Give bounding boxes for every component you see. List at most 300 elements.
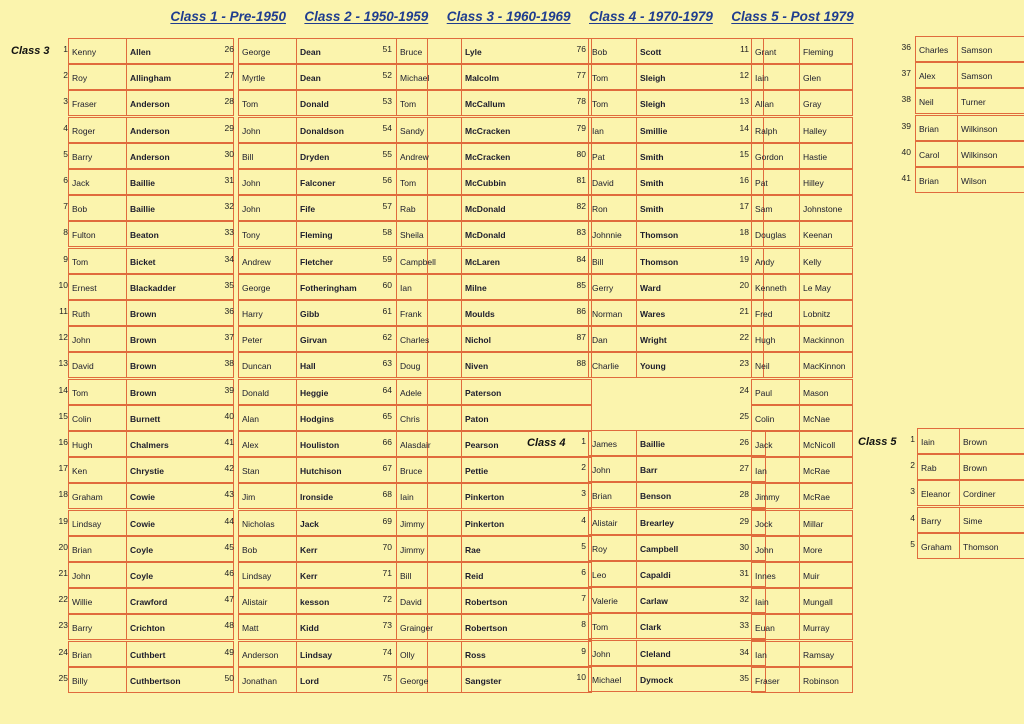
table-row	[574, 195, 764, 221]
row-number: 45	[224, 541, 234, 552]
table-row	[737, 248, 853, 274]
first-name-cell: Ernest	[68, 274, 126, 300]
surname-cell: Robinson	[799, 667, 853, 693]
first-name-cell: Dan	[588, 326, 636, 352]
surname-cell: Milne	[461, 274, 592, 300]
first-name-cell: Lindsay	[238, 562, 296, 588]
row-number: 10	[58, 279, 68, 290]
surname-cell: Heggie	[296, 379, 428, 405]
surname-cell: Thomson	[636, 221, 764, 247]
surname-cell: Jack	[296, 510, 428, 536]
table-row	[56, 405, 234, 431]
row-number: 6	[63, 175, 68, 185]
row-number: 39	[901, 120, 911, 131]
first-name-cell: Grant	[751, 38, 799, 64]
surname-cell: Clark	[636, 613, 766, 639]
surname-cell: Hodgins	[296, 405, 428, 431]
table-row	[56, 274, 234, 300]
first-name-cell: Neil	[751, 352, 799, 378]
first-name-cell: Adele	[396, 379, 461, 405]
first-name-cell: David	[396, 588, 461, 614]
first-name-cell: David	[588, 169, 636, 195]
table-row	[56, 510, 234, 536]
table-row	[380, 510, 592, 536]
row-number: 39	[224, 384, 234, 395]
surname-cell: Samson	[957, 36, 1024, 62]
first-name-cell: Jimmy	[396, 510, 461, 536]
row-number: 17	[739, 201, 749, 212]
first-name-cell: Nicholas	[238, 510, 296, 536]
first-name-cell: Rab	[396, 195, 461, 221]
first-name-cell: Duncan	[238, 352, 296, 378]
first-name-cell: John	[751, 536, 799, 562]
row-number: 26	[739, 437, 749, 447]
row-number: 72	[382, 594, 392, 605]
surname-cell: Smith	[636, 195, 764, 221]
surname-cell: Falconer	[296, 169, 428, 195]
row-number: 78	[576, 96, 586, 107]
first-name-cell: Fraser	[751, 667, 799, 693]
first-name-cell: Roger	[68, 117, 126, 143]
row-number: 75	[382, 672, 392, 683]
surname-cell: kesson	[296, 588, 428, 614]
row-number: 26	[224, 44, 234, 54]
surname-cell: Scott	[636, 38, 764, 64]
first-name-cell: Valerie	[588, 587, 636, 613]
first-name-cell: Sheila	[396, 221, 461, 247]
surname-cell: Brearley	[636, 509, 766, 535]
row-number: 41	[224, 437, 234, 447]
first-name-cell: Ralph	[751, 117, 799, 143]
row-number: 84	[576, 253, 586, 264]
table-row	[56, 457, 234, 483]
row-number: 11	[740, 44, 749, 54]
row-number: 66	[382, 437, 392, 447]
row-number: 8	[581, 619, 586, 630]
row-number: 32	[224, 201, 234, 212]
table-row	[56, 431, 234, 457]
first-name-cell: Jimmy	[751, 483, 799, 509]
header-class1: Class 1 - Pre-1950	[170, 9, 286, 24]
surname-cell: Lyle	[461, 38, 592, 64]
first-name-cell: Michael	[588, 666, 636, 692]
row-number: 13	[739, 96, 749, 107]
first-name-cell: Colin	[751, 405, 799, 431]
surname-cell: Wilson	[957, 167, 1024, 193]
first-name-cell: Jonathan	[238, 667, 296, 693]
row-number: 69	[382, 515, 392, 526]
row-number: 14	[739, 122, 749, 133]
header-class2: Class 2 - 1950-1959	[304, 9, 429, 24]
row-number: 10	[576, 671, 586, 682]
row-number: 23	[739, 358, 749, 369]
surname-cell: Halley	[799, 117, 853, 143]
surname-cell: Dymock	[636, 666, 766, 692]
table-row	[903, 533, 1024, 559]
table-row	[899, 115, 1024, 141]
surname-cell: Sleigh	[636, 90, 764, 116]
table-row	[56, 379, 234, 405]
surname-cell: Fletcher	[296, 248, 428, 274]
surname-cell: Donald	[296, 90, 428, 116]
surname-cell: Paton	[461, 405, 592, 431]
surname-cell: Ramsay	[799, 641, 853, 667]
section-label-class4: Class 4	[527, 437, 566, 449]
first-name-cell: Sam	[751, 195, 799, 221]
row-number: 25	[58, 672, 68, 683]
row-number: 14	[58, 384, 68, 395]
row-number: 83	[576, 227, 586, 238]
row-number: 65	[382, 410, 392, 421]
first-name-cell: Jim	[238, 483, 296, 509]
surname-cell: Ross	[461, 641, 592, 667]
table-row	[574, 300, 764, 326]
row-number: 73	[382, 620, 392, 631]
first-name-cell: Campbell	[396, 248, 461, 274]
table-row	[380, 457, 592, 483]
row-number: 52	[382, 70, 392, 81]
table-row	[56, 352, 234, 378]
table-row	[737, 641, 853, 667]
surname-cell: Lobnitz	[799, 300, 853, 326]
first-name-cell: Matt	[238, 614, 296, 640]
surname-cell: Kidd	[296, 614, 428, 640]
table-row	[737, 536, 853, 562]
first-name-cell: George	[238, 274, 296, 300]
table-row	[380, 38, 592, 64]
surname-cell: More	[799, 536, 853, 562]
row-number: 80	[576, 148, 586, 159]
row-number: 15	[739, 148, 749, 159]
first-name-cell: Alex	[915, 62, 957, 88]
table-row	[380, 667, 592, 693]
first-name-cell: Roy	[68, 64, 126, 90]
surname-cell: Baillie	[636, 430, 766, 456]
surname-cell: Samson	[957, 62, 1024, 88]
first-name-cell: Peter	[238, 326, 296, 352]
table-row	[56, 562, 234, 588]
table-row	[56, 90, 234, 116]
first-name-cell: Ian	[396, 274, 461, 300]
row-number: 64	[382, 384, 392, 395]
surname-cell: Brown	[126, 326, 234, 352]
table-row	[56, 38, 234, 64]
surname-cell: McDonald	[461, 195, 592, 221]
section-label-class5: Class 5	[858, 436, 897, 448]
first-name-cell: Michael	[396, 64, 461, 90]
first-name-cell: Olly	[396, 641, 461, 667]
table-row	[899, 36, 1024, 62]
first-name-cell: Jock	[751, 510, 799, 536]
row-number: 12	[739, 70, 749, 81]
surname-cell: Sleigh	[636, 64, 764, 90]
first-name-cell: James	[588, 430, 636, 456]
first-name-cell: Tony	[238, 221, 296, 247]
table-row	[903, 428, 1024, 454]
row-number: 2	[581, 462, 586, 473]
table-row	[380, 143, 592, 169]
first-name-cell: Charles	[396, 326, 461, 352]
row-number: 31	[224, 175, 234, 185]
first-name-cell: Tom	[396, 169, 461, 195]
surname-cell: Malcolm	[461, 64, 592, 90]
table-row	[737, 562, 853, 588]
first-name-cell: Myrtle	[238, 64, 296, 90]
table-row	[380, 614, 592, 640]
first-name-cell: Pat	[751, 169, 799, 195]
first-name-cell: Andy	[751, 248, 799, 274]
row-number: 23	[58, 620, 68, 631]
surname-cell: Beaton	[126, 221, 234, 247]
surname-cell: Chalmers	[126, 431, 234, 457]
first-name-cell: Iain	[751, 64, 799, 90]
surname-cell: Cowie	[126, 483, 234, 509]
surname-cell: Cordiner	[959, 480, 1024, 506]
first-name-cell: Bob	[588, 38, 636, 64]
first-name-cell: Chris	[396, 405, 461, 431]
surname-cell: Kerr	[296, 562, 428, 588]
surname-cell: Barr	[636, 456, 766, 482]
table-row	[574, 38, 764, 64]
surname-cell: Glen	[799, 64, 853, 90]
row-number: 30	[739, 541, 749, 552]
table-row	[56, 667, 234, 693]
row-number: 19	[739, 253, 749, 264]
row-number: 21	[58, 568, 68, 578]
first-name-cell: Kenny	[68, 38, 126, 64]
row-number: 35	[739, 672, 749, 683]
row-number: 6	[581, 567, 586, 577]
row-number: 29	[224, 122, 234, 133]
surname-cell: Anderson	[126, 143, 234, 169]
table-row	[380, 274, 592, 300]
table-row	[380, 117, 592, 143]
row-number: 4	[63, 122, 68, 133]
table-row	[737, 90, 853, 116]
table-row	[56, 143, 234, 169]
table-row	[56, 641, 234, 667]
table-row	[737, 326, 853, 352]
first-name-cell: Tom	[396, 90, 461, 116]
class-header	[0, 8, 1024, 26]
row-number: 33	[739, 620, 749, 631]
row-number: 47	[224, 594, 234, 605]
table-row	[737, 510, 853, 536]
first-name-cell: Bob	[68, 195, 126, 221]
row-number: 29	[739, 515, 749, 526]
row-number: 12	[58, 332, 68, 343]
row-number: 79	[576, 122, 586, 133]
table-row	[737, 38, 853, 64]
table-row	[737, 352, 853, 378]
first-name-cell: John	[238, 195, 296, 221]
table-row	[737, 143, 853, 169]
surname-cell: Chrystie	[126, 457, 234, 483]
table-row	[380, 221, 592, 247]
table-row	[737, 483, 853, 509]
table-row	[574, 221, 764, 247]
surname-cell: Houliston	[296, 431, 428, 457]
first-name-cell: Tom	[68, 248, 126, 274]
surname-cell: McNae	[799, 405, 853, 431]
row-number: 16	[739, 175, 749, 185]
first-name-cell: Ron	[588, 195, 636, 221]
row-number: 82	[576, 201, 586, 212]
first-name-cell: John	[588, 456, 636, 482]
table-row	[380, 405, 592, 431]
surname-cell: Dean	[296, 64, 428, 90]
first-name-cell: George	[396, 667, 461, 693]
table-row	[737, 274, 853, 300]
row-number: 4	[581, 514, 586, 525]
first-name-cell: Barry	[917, 507, 959, 533]
row-number: 27	[739, 463, 749, 474]
surname-cell: Hall	[296, 352, 428, 378]
first-name-cell: Alex	[238, 431, 296, 457]
row-number: 30	[224, 148, 234, 159]
surname-cell: Pearson	[461, 431, 592, 457]
row-number: 38	[901, 94, 911, 105]
first-name-cell: Bill	[396, 562, 461, 588]
table-row	[903, 454, 1024, 480]
row-number: 36	[901, 42, 911, 52]
row-number: 28	[224, 96, 234, 107]
first-name-cell: Bill	[588, 248, 636, 274]
row-number: 2	[63, 70, 68, 81]
surname-cell: Pinkerton	[461, 483, 592, 509]
surname-cell: Smith	[636, 143, 764, 169]
row-number: 13	[58, 358, 68, 369]
first-name-cell: Ian	[751, 457, 799, 483]
first-name-cell: Alan	[238, 405, 296, 431]
first-name-cell: Alistair	[238, 588, 296, 614]
surname-cell: Capaldi	[636, 561, 766, 587]
first-name-cell: Graham	[917, 533, 959, 559]
row-number: 21	[739, 306, 749, 316]
table-row	[56, 588, 234, 614]
surname-cell: Pinkerton	[461, 510, 592, 536]
first-name-cell: Barry	[68, 143, 126, 169]
row-number: 37	[901, 68, 911, 79]
first-name-cell: Leo	[588, 561, 636, 587]
first-name-cell: Ken	[68, 457, 126, 483]
table-row	[737, 300, 853, 326]
row-number: 77	[576, 70, 586, 81]
surname-cell: Young	[636, 352, 764, 378]
table-row	[380, 90, 592, 116]
row-number: 32	[739, 594, 749, 605]
first-name-cell: Tom	[588, 613, 636, 639]
surname-cell: Ward	[636, 274, 764, 300]
table-row	[56, 117, 234, 143]
row-number: 7	[581, 593, 586, 604]
first-name-cell: Ian	[588, 117, 636, 143]
row-number: 54	[382, 122, 392, 133]
row-number: 15	[58, 410, 68, 421]
first-name-cell: Kenneth	[751, 274, 799, 300]
table-row	[380, 588, 592, 614]
surname-cell: Brown	[959, 428, 1024, 454]
row-number: 38	[224, 358, 234, 369]
first-name-cell: Donald	[238, 379, 296, 405]
table-row	[899, 62, 1024, 88]
surname-cell: Allen	[126, 38, 234, 64]
table-row	[737, 64, 853, 90]
surname-cell: Anderson	[126, 117, 234, 143]
row-number: 51	[382, 44, 392, 54]
first-name-cell: Iain	[751, 588, 799, 614]
surname-cell: Brown	[126, 352, 234, 378]
first-name-cell: Jack	[751, 431, 799, 457]
surname-cell: Donaldson	[296, 117, 428, 143]
surname-cell: Hastie	[799, 143, 853, 169]
table-row	[737, 588, 853, 614]
surname-cell: Girvan	[296, 326, 428, 352]
first-name-cell: Bob	[238, 536, 296, 562]
first-name-cell: Tom	[588, 64, 636, 90]
surname-cell: Reid	[461, 562, 592, 588]
first-name-cell: John	[68, 326, 126, 352]
surname-cell: Brown	[126, 379, 234, 405]
surname-cell: MacKinnon	[799, 352, 853, 378]
first-name-cell: Neil	[915, 88, 957, 114]
first-name-cell: Euan	[751, 614, 799, 640]
row-number: 7	[63, 201, 68, 212]
row-number: 50	[224, 672, 234, 683]
surname-cell: Robertson	[461, 588, 592, 614]
row-number: 40	[901, 146, 911, 157]
surname-cell: McDonald	[461, 221, 592, 247]
surname-cell: Cleland	[636, 640, 766, 666]
first-name-cell: Innes	[751, 562, 799, 588]
first-name-cell: Jack	[68, 169, 126, 195]
first-name-cell: Tom	[588, 90, 636, 116]
row-number: 3	[63, 96, 68, 107]
first-name-cell: Alistair	[588, 509, 636, 535]
first-name-cell: Sandy	[396, 117, 461, 143]
row-number: 8	[63, 227, 68, 238]
surname-cell: Hilley	[799, 169, 853, 195]
surname-cell: McLaren	[461, 248, 592, 274]
row-number: 22	[739, 332, 749, 343]
row-number: 2	[910, 460, 915, 471]
row-number: 34	[224, 253, 234, 264]
row-number: 16	[58, 437, 68, 447]
first-name-cell: Carol	[915, 141, 957, 167]
first-name-cell: Norman	[588, 300, 636, 326]
surname-cell: Keenan	[799, 221, 853, 247]
first-name-cell: Stan	[238, 457, 296, 483]
row-number: 22	[58, 594, 68, 605]
table-row	[380, 562, 592, 588]
surname-cell: Thomson	[636, 248, 764, 274]
row-number: 87	[576, 332, 586, 343]
row-number: 11	[59, 306, 68, 316]
surname-cell: Pettie	[461, 457, 592, 483]
row-number: 85	[576, 279, 586, 290]
table-row	[56, 536, 234, 562]
row-number: 49	[224, 646, 234, 657]
surname-cell: Thomson	[959, 533, 1024, 559]
row-number: 9	[581, 645, 586, 656]
row-number: 70	[382, 541, 392, 552]
surname-cell: Dryden	[296, 143, 428, 169]
table-row	[56, 614, 234, 640]
surname-cell: McRae	[799, 457, 853, 483]
surname-cell: Brown	[959, 454, 1024, 480]
table-row	[380, 536, 592, 562]
table-row	[737, 221, 853, 247]
